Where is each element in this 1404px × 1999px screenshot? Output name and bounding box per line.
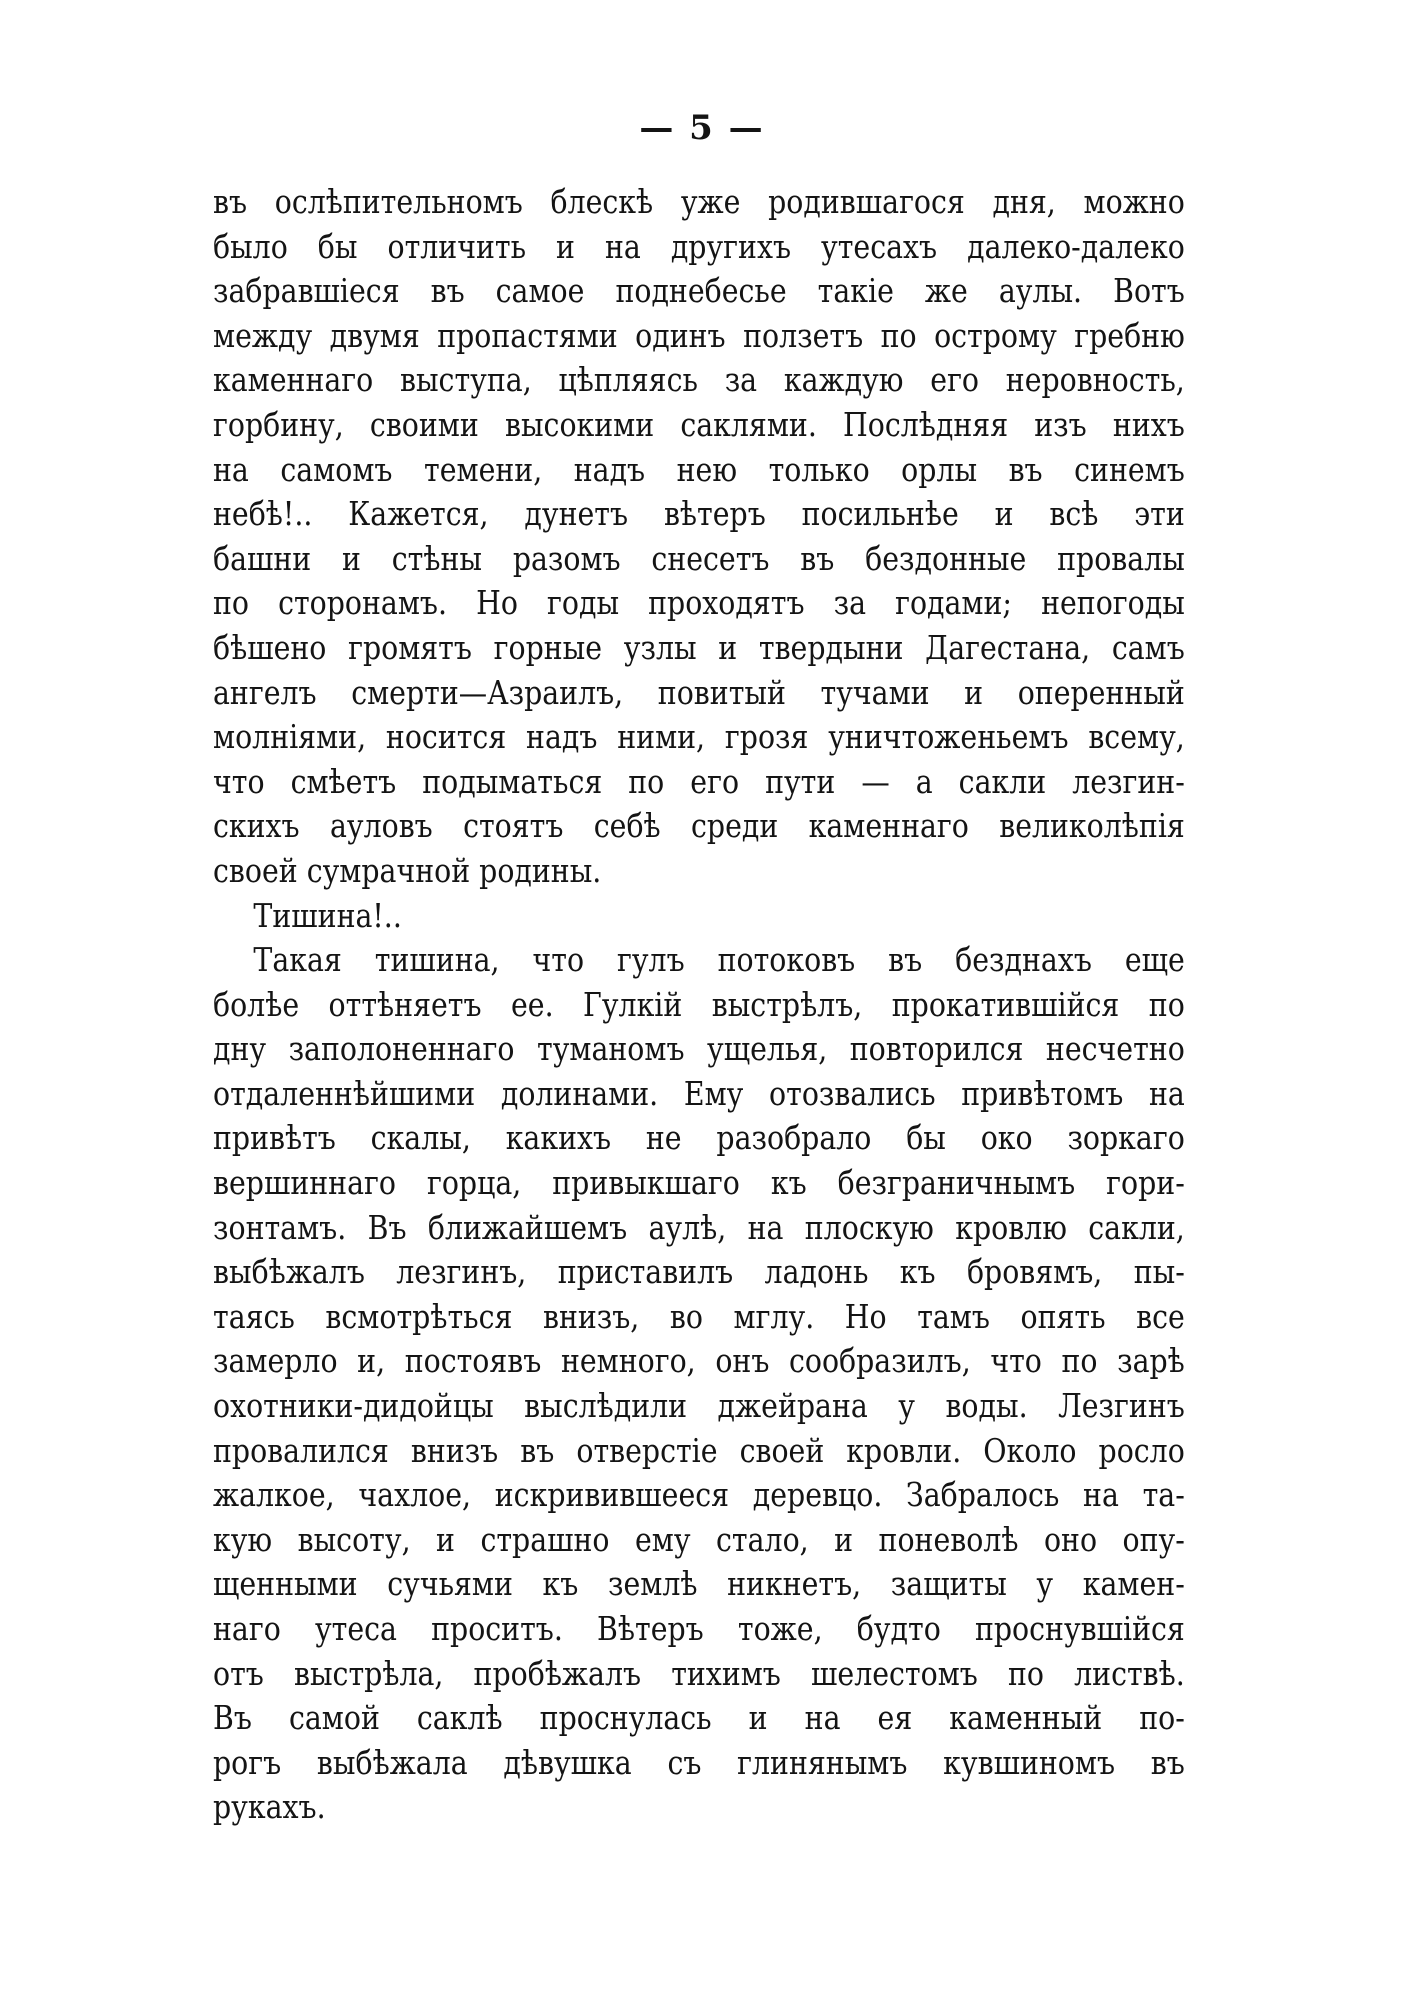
text-line: щенными сучьями къ землѣ никнетъ, защиты у камен- [213,1564,1185,1604]
text-line: молніями, носится надъ ними, грозя уничтоженьемъ всему, [213,717,1185,757]
text-line: башни и стѣны разомъ снесетъ въ бездонные провалы [213,538,1185,578]
text-line: своей сумрачной родины. [213,850,602,890]
text-line: рукахъ. [213,1787,326,1827]
text-line: бѣшено громятъ горные узлы и твердыни Дагестана, самъ [213,627,1185,667]
text-line: отъ выстрѣла, пробѣжалъ тихимъ шелестомъ по листвѣ. [213,1653,1185,1693]
text-line: дну заполоненнаго туманомъ ущелья, повторился несчетно [213,1029,1185,1069]
text-line: забравшіеся въ самое поднебесье такіе же аулы. Вотъ [213,271,1185,311]
text-line: на самомъ темени, надъ нею только орлы въ синемъ [213,449,1185,489]
text-line: каменнаго выступа, цѣпляясь за каждую его неровность, [213,360,1185,400]
text-line: горбину, своими высокими саклями. Послѣдняя изъ нихъ [213,404,1185,444]
text-line: Тишина!.. [253,895,402,935]
text-line: между двумя пропастями одинъ ползетъ по острому гребню [213,315,1185,355]
text-line: провалился внизъ въ отверстіе своей кровли. Около росло [213,1430,1185,1470]
text-line: въ ослѣпительномъ блескѣ уже родившагося дня, можно [213,182,1185,221]
text-line: ангелъ смерти—Азраилъ, повитый тучами и оперенный [213,672,1185,712]
text-line: кую высоту, и страшно ему стало, и поневолѣ оно опу- [213,1519,1185,1559]
text-line: скихъ ауловъ стоятъ себѣ среди каменнаго великолѣпія [213,806,1185,846]
text-line: охотники-дидойцы выслѣдили джейрана у воды. Лезгинъ [213,1386,1185,1426]
text-line: жалкое, чахлое, искривившееся деревцо. Забралось на та- [213,1475,1185,1515]
text-line: вершиннаго горца, привыкшаго къ безграничнымъ гори- [213,1163,1185,1203]
text-line: выбѣжалъ лезгинъ, приставилъ ладонь къ бровямъ, пы- [213,1252,1185,1292]
text-line: отдаленнѣйшими долинами. Ему отозвались привѣтомъ на [213,1073,1185,1113]
text-line: Въ самой саклѣ проснулась и на ея каменный по- [213,1698,1185,1738]
text-line: рогъ выбѣжала дѣвушка съ глинянымъ кувшиномъ въ [213,1742,1185,1782]
text-line: небѣ!.. Кажется, дунетъ вѣтеръ посильнѣе и всѣ эти [213,494,1185,534]
body-text [213,180,1185,1830]
text-line: таясь всмотрѣться внизъ, во мглу. Но тамъ опять все [213,1296,1185,1336]
text-line: зонтамъ. Въ ближайшемъ аулѣ, на плоскую кровлю сакли, [213,1207,1185,1247]
text-line: что смѣетъ подыматься по его пути — а сакли лезгин- [213,761,1185,801]
text-line: было бы отличить и на другихъ утесахъ далеко-далеко [213,226,1185,266]
text-line: привѣтъ скалы, какихъ не разобрало бы око зоркаго [213,1118,1185,1158]
text-line: замерло и, постоявъ немного, онъ сообразилъ, что по зарѣ [213,1341,1185,1381]
text-line: наго утеса проситъ. Вѣтеръ тоже, будто проснувшійся [213,1609,1185,1648]
text-line: болѣе оттѣняетъ ее. Гулкій выстрѣлъ, прокатившійся по [213,984,1185,1024]
text-line: Такая тишина, что гулъ потоковъ въ безднахъ еще [253,940,1185,980]
text-line: по сторонамъ. Но годы проходятъ за годами; непогоды [213,583,1185,623]
page-number: — 5 — [639,108,765,148]
